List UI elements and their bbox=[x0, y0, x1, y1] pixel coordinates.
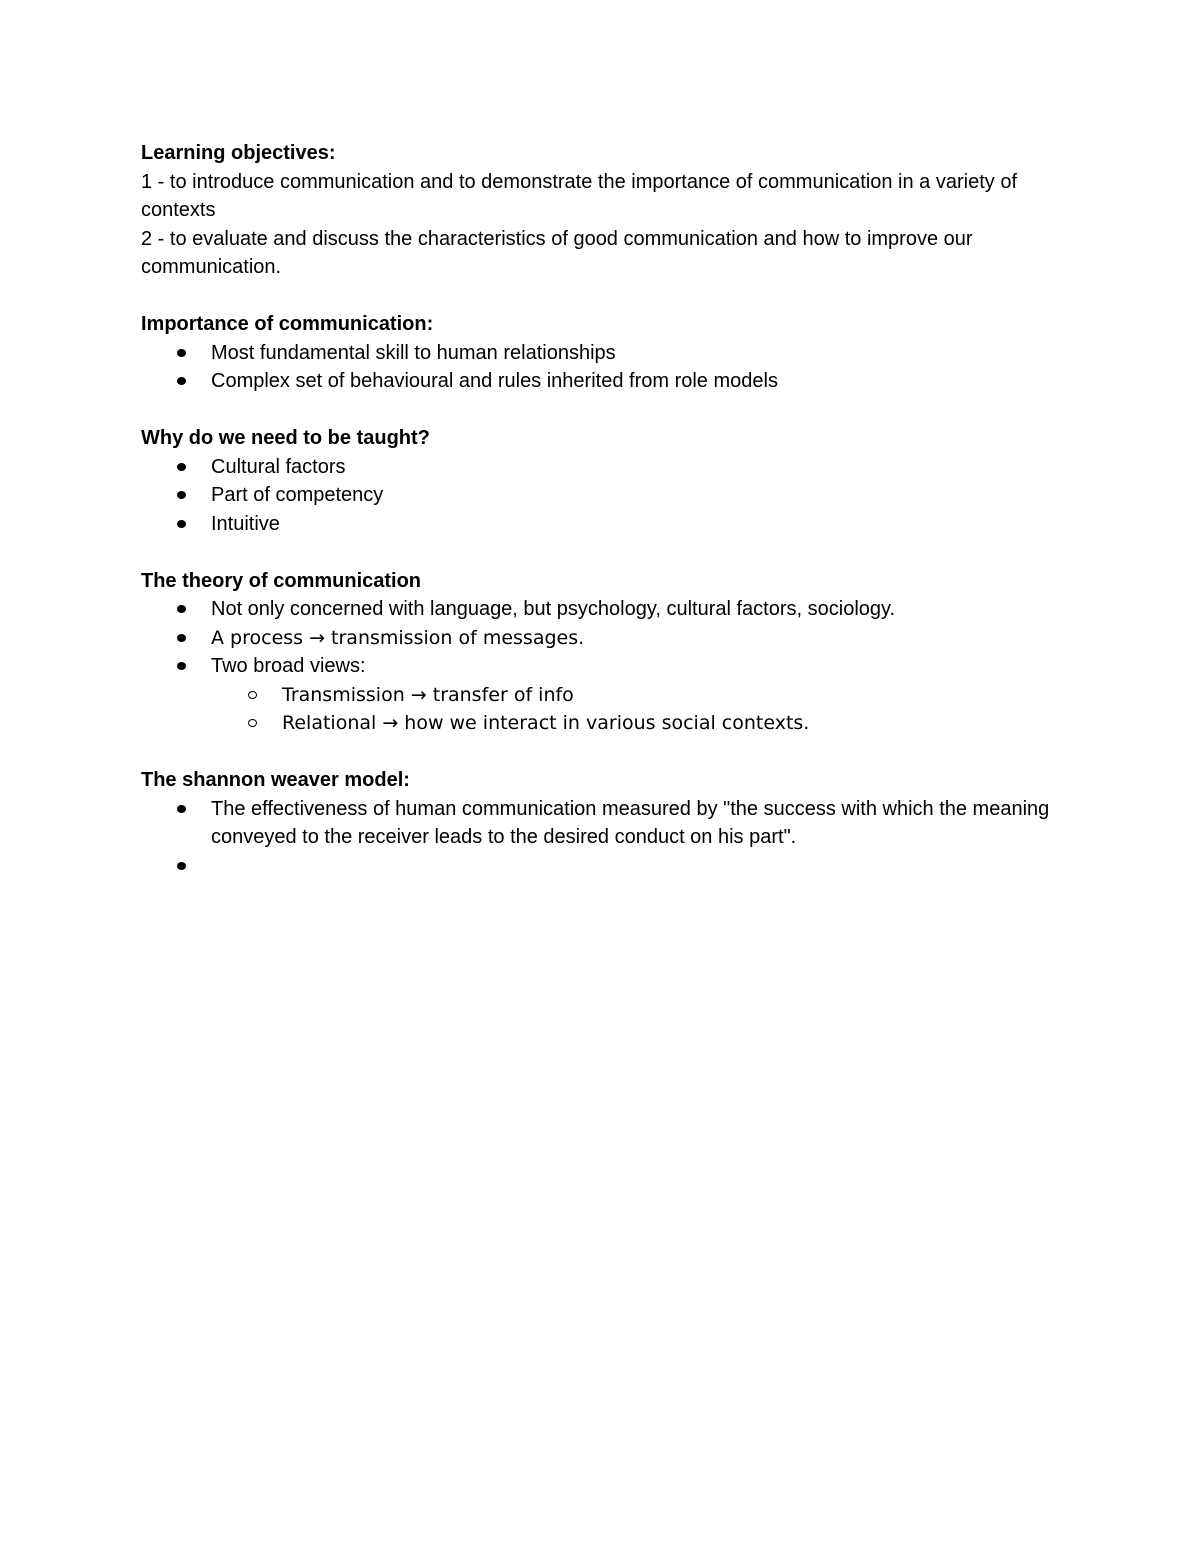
heading-theory: The theory of communication bbox=[141, 569, 422, 592]
taught-list bbox=[141, 453, 1061, 539]
section-learning-objectives bbox=[141, 139, 1061, 282]
list-item bbox=[141, 624, 1061, 653]
list-item bbox=[141, 510, 1061, 539]
bullet-icon bbox=[177, 805, 186, 813]
document-page bbox=[141, 139, 1061, 889]
sublist-item bbox=[211, 709, 1061, 738]
list-item-text: Cultural factors bbox=[211, 455, 346, 478]
heading-learning-objectives: Learning objectives: bbox=[141, 142, 336, 164]
objective-1: 1 - to introduce communication and to demonstrate the importance of communication in a variety of contexts bbox=[141, 170, 1018, 221]
section-theory bbox=[141, 567, 1061, 738]
list-item-text: Complex set of behavioural and rules inherited from role models bbox=[211, 370, 778, 392]
objective-2: 2 - to evaluate and discuss the characteristics of good communication and how to improve our communication. bbox=[141, 227, 973, 278]
list-item-text: Two broad views: bbox=[211, 655, 366, 677]
list-item-text: A process → transmission of messages. bbox=[211, 626, 585, 649]
sublist-item bbox=[211, 681, 1061, 710]
bullet-icon bbox=[177, 491, 186, 499]
bullet-icon bbox=[177, 377, 186, 385]
heading-why-taught: Why do we need to be taught? bbox=[141, 427, 430, 449]
list-item-text: Most fundamental skill to human relationships bbox=[211, 341, 616, 364]
list-item-text: Part of competency bbox=[211, 484, 384, 506]
bullet-icon bbox=[177, 862, 186, 870]
list-item bbox=[141, 481, 1061, 510]
list-item-text: Intuitive bbox=[211, 512, 280, 535]
list-item bbox=[141, 652, 1061, 738]
list-item bbox=[141, 595, 1061, 624]
list-item bbox=[141, 339, 1061, 368]
importance-list bbox=[141, 339, 1061, 396]
list-item bbox=[141, 453, 1061, 482]
sublist-item-text: Transmission → transfer of info bbox=[282, 683, 574, 706]
hollow-bullet-icon bbox=[248, 719, 257, 727]
section-shannon-weaver bbox=[141, 766, 1061, 889]
list-item-text: The effectiveness of human communication measured by "the success with which the meaning conveyed to the receiver leads to the desired conduct on his part". bbox=[211, 797, 1050, 848]
theory-list bbox=[141, 595, 1061, 738]
heading-importance: Importance of communication: bbox=[141, 313, 434, 335]
bullet-icon bbox=[177, 463, 186, 471]
hollow-bullet-icon bbox=[248, 691, 257, 699]
sublist-item-text: Relational → how we interact in various social contexts. bbox=[282, 712, 810, 734]
list-item bbox=[141, 852, 1061, 889]
section-why-taught bbox=[141, 424, 1061, 538]
bullet-icon bbox=[177, 349, 186, 357]
list-item bbox=[141, 795, 1061, 852]
bullet-icon bbox=[177, 520, 186, 528]
list-item bbox=[141, 367, 1061, 396]
bullet-icon bbox=[177, 662, 186, 670]
list-item-text: Not only concerned with language, but psychology, cultural factors, sociology. bbox=[211, 598, 896, 620]
bullet-icon bbox=[177, 634, 186, 642]
bullet-icon bbox=[177, 605, 186, 613]
views-sublist bbox=[141, 681, 1061, 738]
section-importance bbox=[141, 310, 1061, 396]
heading-shannon-weaver: The shannon weaver model: bbox=[141, 769, 410, 791]
shannon-list bbox=[141, 795, 1061, 889]
